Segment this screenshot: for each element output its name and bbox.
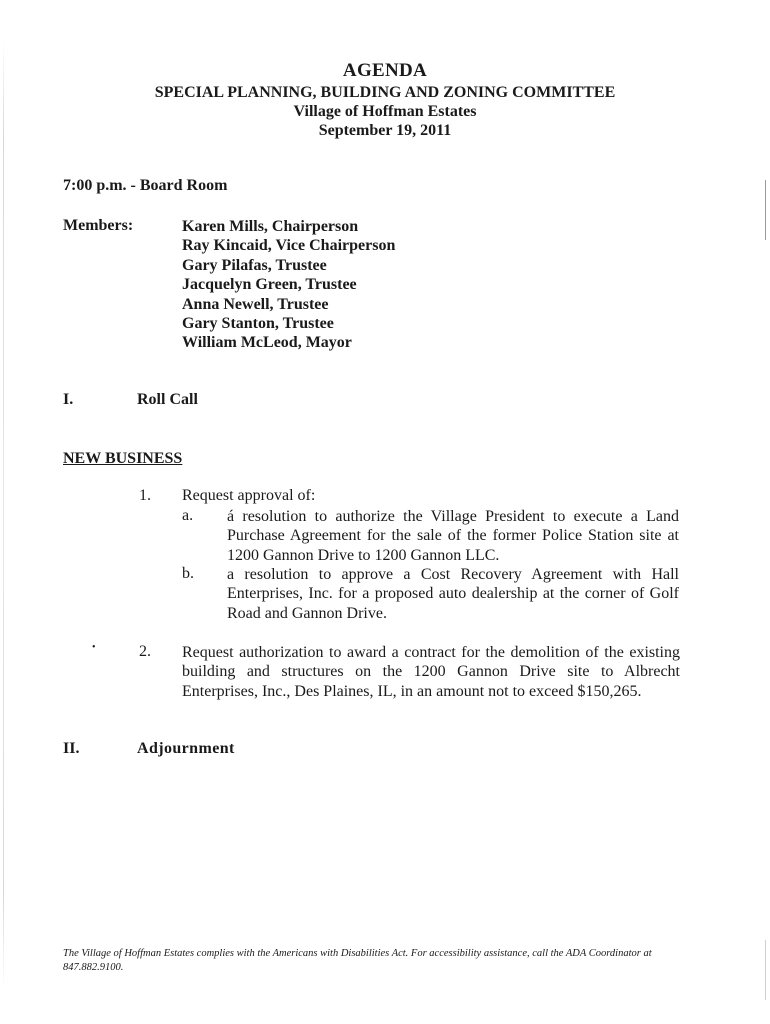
scan-edge-left xyxy=(3,40,4,990)
ada-compliance-footer: The Village of Hoffman Estates complies with the Americans with Disabilities Act. For accessibility assistance, call the ADA Coordinator at 847.882.9100. xyxy=(63,948,652,973)
scan-edge-right-lower xyxy=(765,940,766,1000)
item-2-number: 2. xyxy=(139,643,151,660)
members-list xyxy=(182,217,395,353)
committee-name: SPECIAL PLANNING, BUILDING AND ZONING COMMITTEE xyxy=(154,84,616,101)
roll-call-label: Roll Call xyxy=(137,391,198,408)
adjournment-number: II. xyxy=(63,740,80,757)
village-name: Village of Hoffman Estates xyxy=(293,103,477,120)
meeting-date: September 19, 2011 xyxy=(318,122,452,139)
item-1-number: 1. xyxy=(139,487,151,504)
roll-call-number: I. xyxy=(63,391,74,408)
member-item: Karen Mills, Chairperson xyxy=(182,218,359,235)
item-2-text: Request authorization to award a contract for the demolition of the existing building and structures on the 1200 Gannon Drive site to Albrecht Enterprises, Inc., Des Plaines, IL, in an amount not to exceed $150,265. xyxy=(182,644,680,700)
item-1a-text: á resolution to authorize the Village President to execute a Land Purchase Agreement for the sale of the former Police Station site at 1200 Gannon Drive to 1200 Gannon LLC. xyxy=(227,508,679,564)
member-item: Anna Newell, Trustee xyxy=(182,295,329,313)
member-item: Ray Kincaid, Vice Chairperson xyxy=(182,237,396,255)
adjournment-label: Adjournment xyxy=(137,740,235,757)
scan-edge-right xyxy=(765,180,766,240)
item-1b-letter: b. xyxy=(182,565,194,582)
bullet-mark: • xyxy=(92,642,96,653)
item-1b-text: a resolution to approve a Cost Recovery Agreement with Hall Enterprises, Inc. for a proposed auto dealership at the corner of Golf Road and Gannon Drive. xyxy=(227,566,679,622)
item-1a-letter: a. xyxy=(182,507,194,524)
item-1-text: Request approval of: xyxy=(182,487,316,504)
member-item: Gary Stanton, Trustee xyxy=(182,315,334,333)
members-label: Members: xyxy=(63,217,134,234)
meeting-time-location: 7:00 p.m. - Board Room xyxy=(63,177,228,194)
member-item: Jacquelyn Green, Trustee xyxy=(182,276,357,294)
new-business-heading: NEW BUSINESS xyxy=(63,450,183,467)
agenda-title: AGENDA xyxy=(342,60,428,81)
member-item: Gary Pilafas, Trustee xyxy=(182,256,327,274)
member-item: William McLeod, Mayor xyxy=(182,334,352,352)
